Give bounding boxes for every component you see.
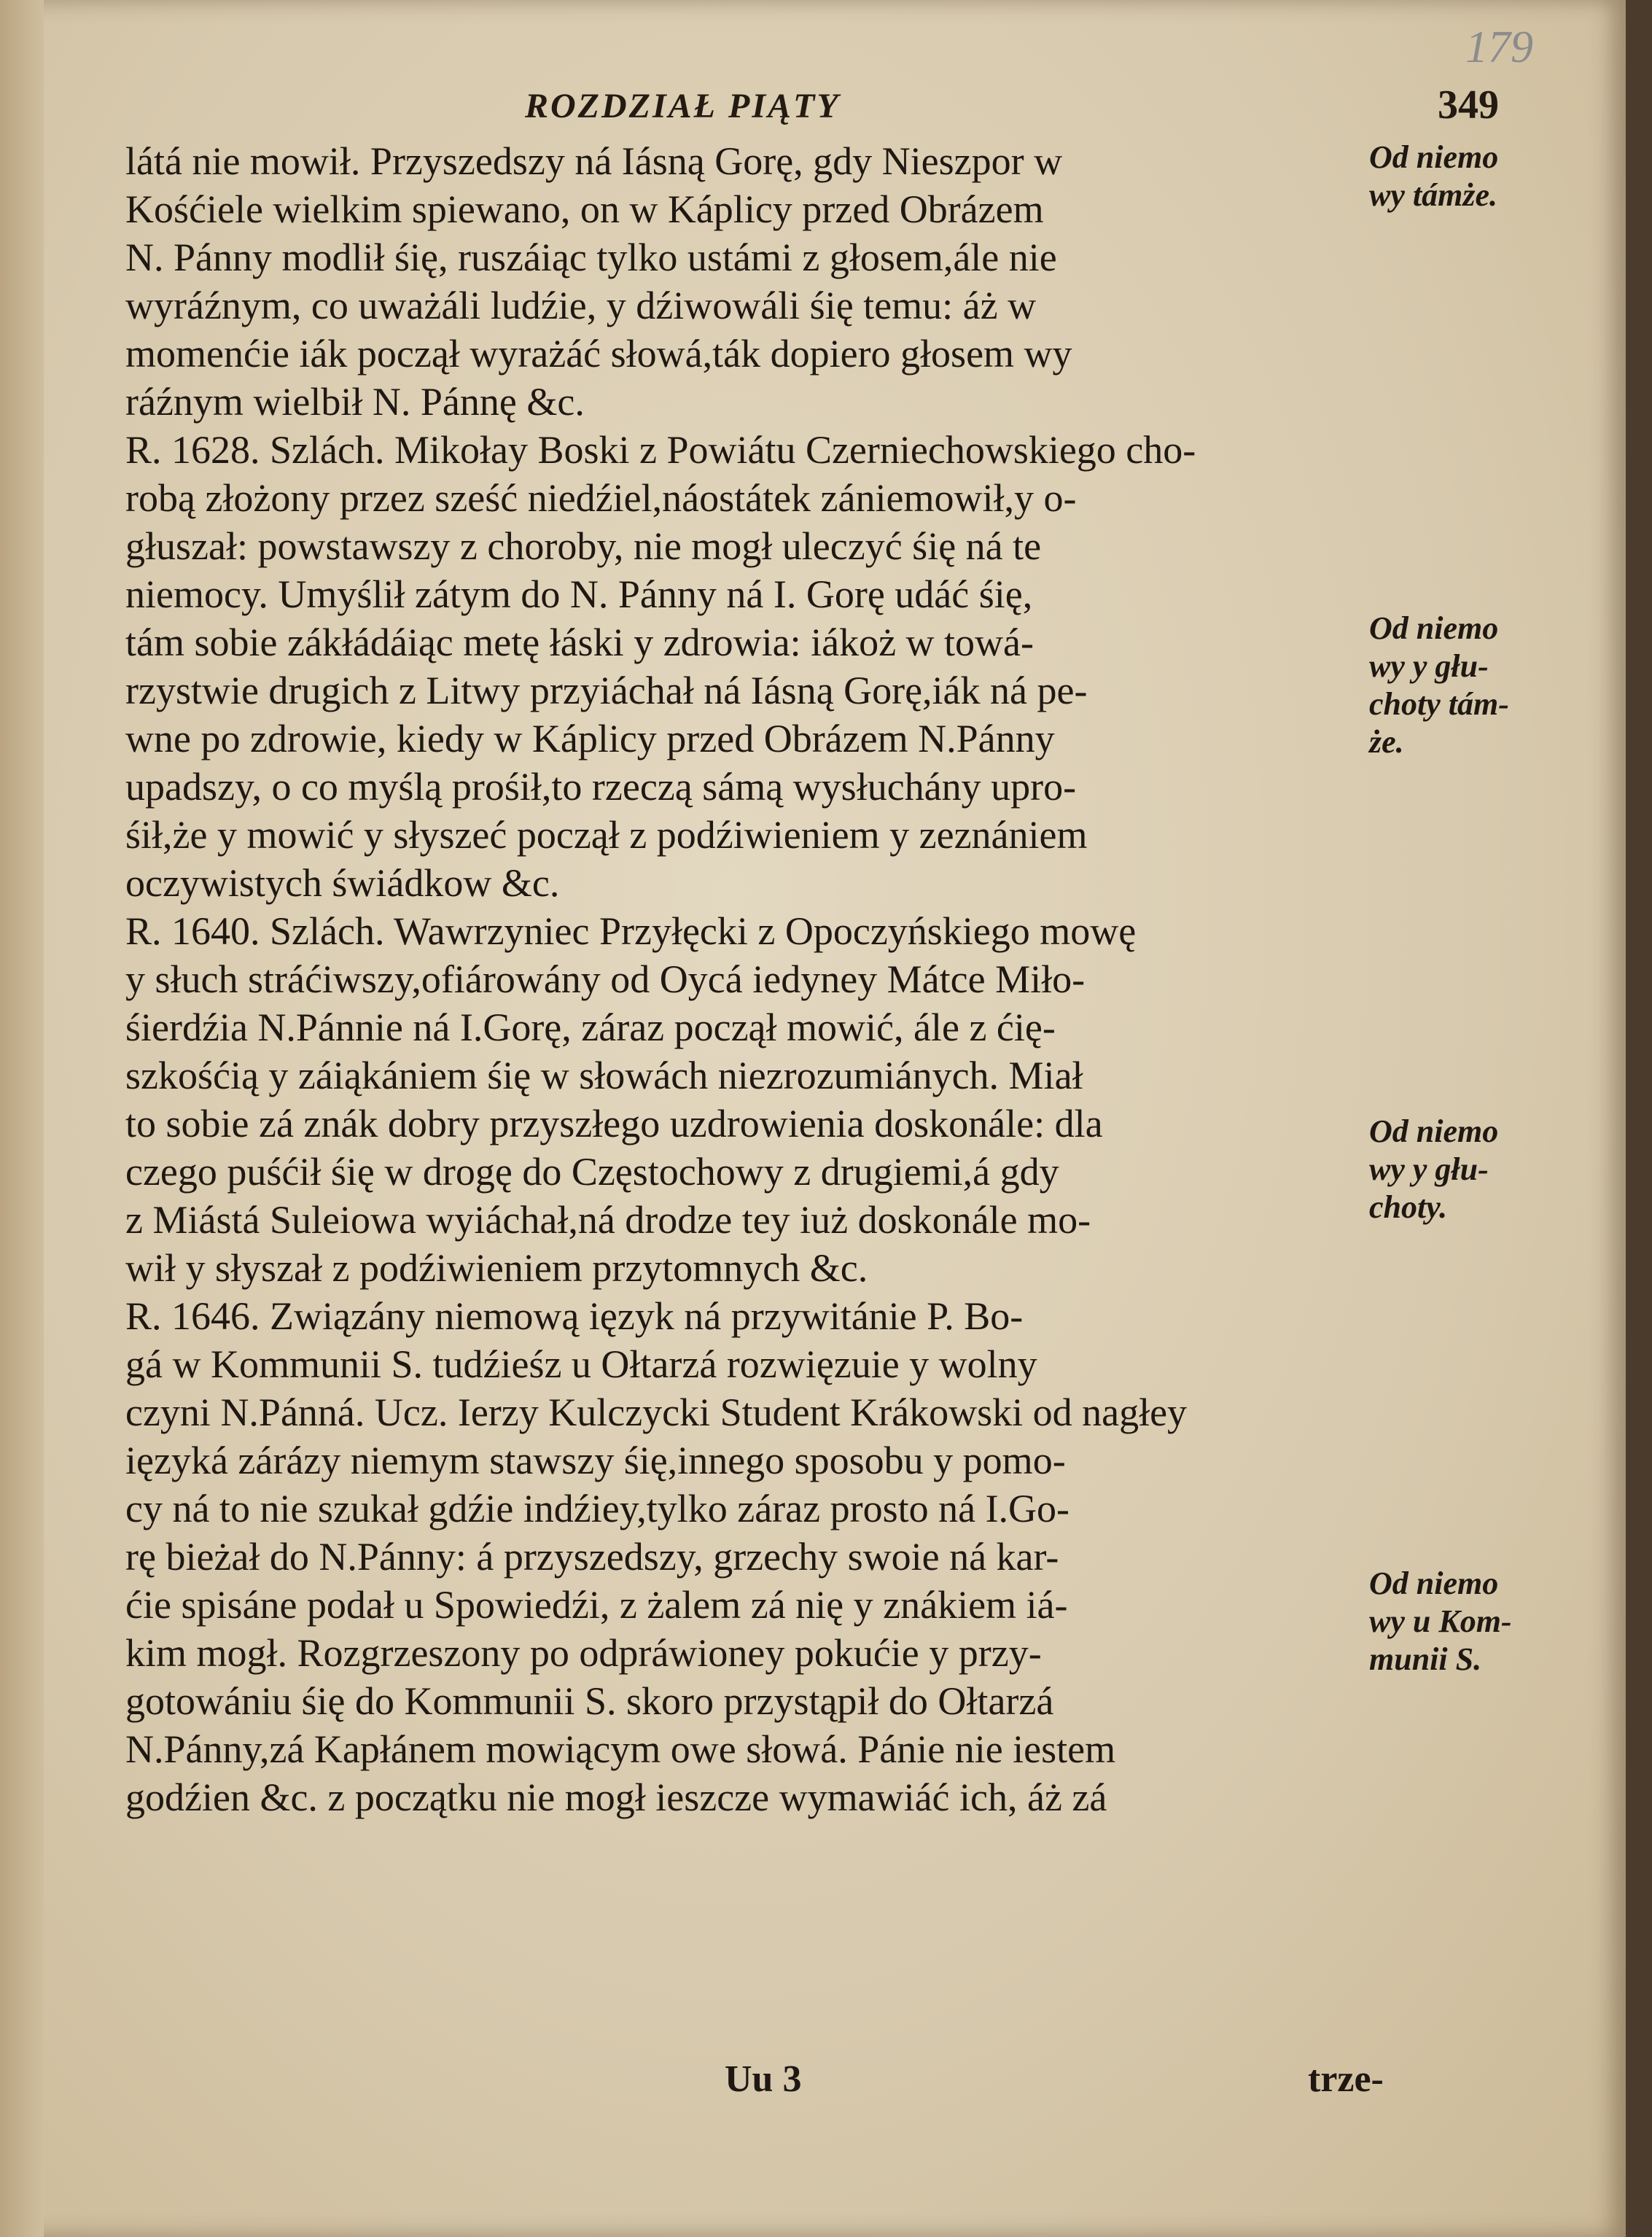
text-line: śił,że y mowić y słyszeć począł z podźiwieniem y zeznániem — [125, 813, 1088, 857]
text-line: tám sobie zákłádáiąc metę łáski y zdrowia: iákoż w towá- — [125, 620, 1035, 664]
margin-note: Od niemo wy y głu- choty. — [1369, 1113, 1499, 1225]
pencil-folio-number: 179 — [1465, 23, 1533, 72]
text-line: ięzyká zárázy niemym stawszy śię,innego sposobu y pomo- — [125, 1439, 1066, 1482]
text-line: głuszał: powstawszy z choroby, nie mogł uleczyć śię ná te — [125, 524, 1042, 568]
text-line: robą złożony przez sześć niedźiel,náostátek zániemowił,y o- — [125, 476, 1077, 520]
text-line: R. 1640. Szlách. Wawrzyniec Przyłęcki z Opoczyńskiego mowę — [125, 909, 1137, 953]
text-line: cy ná to nie szukał gdźie indźiey,tylko záraz prosto ná I.Go- — [125, 1487, 1070, 1530]
text-line: wił y słyszał z podźiwieniem przytomnych &c. — [125, 1246, 868, 1290]
page-gutter — [0, 0, 44, 2237]
text-line: R. 1646. Związány niemową ięzyk ná przywitánie P. Bo- — [125, 1294, 1024, 1338]
text-line: gá w Kommunii S. tudźieśz u Ołtarzá rozwięzuie y wolny — [125, 1342, 1037, 1386]
text-line: kim mogł. Rozgrzeszony po odpráwioney pokućie y przy- — [125, 1631, 1042, 1675]
text-line: niemocy. Umyślił zátym do N. Pánny ná I. Gorę udáć śię, — [125, 572, 1033, 616]
text-line: z Miástá Suleiowa wyiáchał,ná drodze tey iuż doskonále mo- — [125, 1198, 1091, 1242]
margin-note: Od niemo wy y głu- choty tám- że. — [1369, 610, 1509, 760]
text-line: śierdźia N.Pánnie ná I.Gorę, záraz począł mowić, ále z ćię- — [125, 1005, 1056, 1049]
text-line: rzystwie drugich z Litwy przyiáchał ná Iásną Gorę,iák ná pe- — [125, 669, 1088, 712]
text-line: godźien &c. z początku nie mogł ieszcze wymawiáć ich, áż zá — [125, 1775, 1107, 1819]
text-line: N. Pánny modlił śię, ruszáiąc tylko ustámi z głosem,ále nie — [125, 236, 1057, 279]
text-line: ćie spisáne podał u Spowiedźi, z żalem zá nię y znákiem iá- — [125, 1583, 1068, 1627]
text-line: N.Pánny,zá Kapłánem mowiącym owe słowá. Pánie nie iestem — [125, 1727, 1116, 1771]
signature-mark: Uu 3 — [725, 2058, 802, 2100]
text-line: to sobie zá znák dobry przyszłego uzdrowienia doskonále: dla — [125, 1102, 1103, 1145]
text-line: oczywistych świádkow &c. — [125, 861, 560, 905]
text-line: y słuch stráćiwszy,ofiárowány od Oycá iedyney Mátce Miło- — [125, 957, 1086, 1001]
main-text-block — [125, 137, 1365, 1821]
text-line: momenćie iák począł wyrażáć słowá,ták dopiero głosem wy — [125, 332, 1072, 376]
text-line: wyráźnym, co uważáli ludźie, y dźiwowáli śię temu: áż w — [125, 284, 1037, 327]
margin-note: Od niemo wy u Kom- munii S. — [1369, 1565, 1512, 1677]
page-number: 349 — [1438, 82, 1499, 128]
text-line: R. 1628. Szlách. Mikołay Boski z Powiátu Czerniechowskiego cho- — [125, 428, 1196, 472]
running-head: ROZDZIAŁ PIĄTY — [525, 87, 841, 125]
text-line: czyni N.Pánná. Ucz. Ierzy Kulczycki Student Krákowski od nagłey — [125, 1390, 1188, 1434]
text-line: ráźnym wielbił N. Pánnę &c. — [125, 380, 585, 424]
text-line: rę bieżał do N.Pánny: á przyszedszy, grzechy swoie ná kar- — [125, 1535, 1059, 1579]
text-line: Kośćiele wielkim spiewano, on w Káplicy przed Obrázem — [125, 187, 1044, 231]
text-line: látá nie mowił. Przyszedszy ná Iásną Gorę, gdy Nieszpor w — [125, 139, 1063, 183]
text-line: wne po zdrowie, kiedy w Káplicy przed Obrázem N.Pánny — [125, 717, 1055, 760]
text-line: czego puśćił śię w drogę do Częstochowy z drugiemi,á gdy — [125, 1150, 1059, 1194]
catchword: trze- — [1308, 2058, 1384, 2100]
margin-note: Od niemo wy támże. — [1369, 139, 1499, 213]
text-line: szkośćią y záiąkániem śię w słowách niezrozumiánych. Miał — [125, 1054, 1083, 1097]
text-line: upadszy, o co myślą prośił,to rzeczą sámą wysłuchány upro- — [125, 765, 1077, 809]
text-line: gotowániu śię do Kommunii S. skoro przystąpił do Ołtarzá — [125, 1679, 1054, 1723]
